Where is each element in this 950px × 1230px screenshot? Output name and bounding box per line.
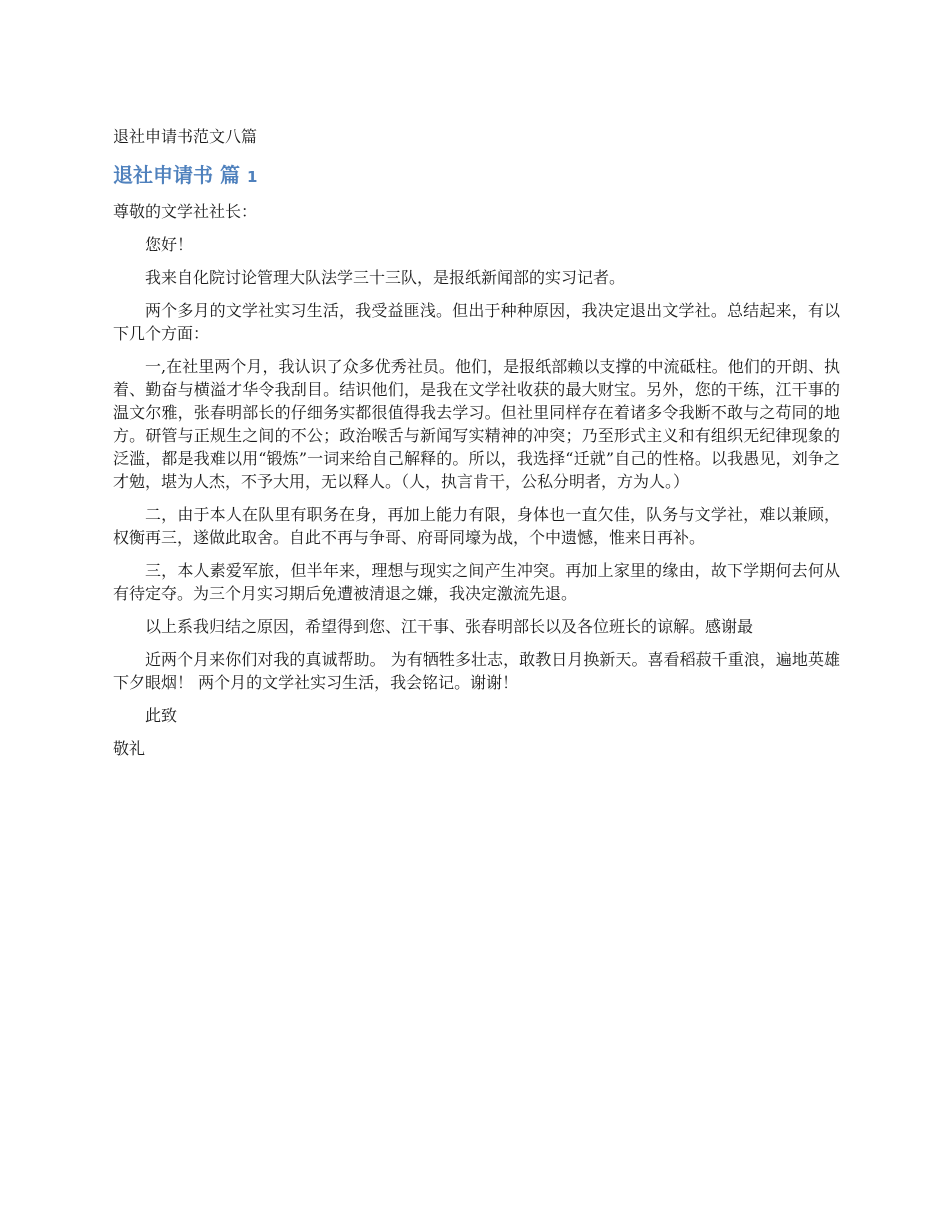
paragraph-thanks: 近两个月来你们对我的真诚帮助。 为有牺牲多壮志，敢教日月换新天。喜看稻菽千重浪，遍地英雄下夕眼烟！ 两个月的文学社实习生活，我会铭记。谢谢！ — [113, 650, 840, 692]
document-page — [113, 120, 840, 770]
salutation: 尊敬的文学社社长： — [113, 202, 258, 221]
paragraph-greeting: 您好！ — [145, 235, 194, 254]
paragraph-reason-one: 一,在社里两个月，我认识了众多优秀社员。他们，是报纸部赖以支撑的中流砥柱。他们的开朗、执着、勤奋与横溢才华令我刮目。结识他们，是我在文学社收获的最大财宝。另外，您的干练，江干事的温文尔雅，张春明部长的仔细务实都很值得我去学习。但社里同样存在着诸多令我断不敢与之苟同的地方。研管与正规生之间的不公；政治喉舌与新闻写实精神的冲突；乃至形式主义和有组织无纪律现象的泛滥，都是我难以用“锻炼”一词来给自己解释的。所以，我选择“迁就”自己的性格。以我愚见，刘争之才勉，堪为人杰，不予大用，无以释人。（人，执言肯干，公私分明者，方为人。） — [113, 357, 840, 491]
paragraph-reason-three: 三，本人素爱军旅，但半年来，理想与现实之间产生冲突。再加上家里的缘由，故下学期何去何从有待定夺。为三个月实习期后免遭被清退之嫌，我决定激流先退。 — [113, 561, 840, 603]
section-heading — [113, 160, 840, 192]
document-title: 退社申请书范文八篇 — [113, 127, 258, 146]
closing: 敬礼 — [113, 739, 146, 758]
paragraph-summary: 两个多月的文学社实习生活，我受益匪浅。但出于种种原因，我决定退出文学社。总结起来，有以下几个方面： — [113, 301, 840, 343]
paragraph-regards: 此致 — [145, 706, 178, 725]
section-heading-number: 1 — [246, 168, 258, 186]
section-heading-text: 退社申请书 篇 — [113, 163, 240, 187]
paragraph-conclusion: 以上系我归结之原因，希望得到您、江干事、张春明部长以及各位班长的谅解。感谢最 — [145, 617, 754, 636]
paragraph-reason-two: 二，由于本人在队里有职务在身，再加上能力有限，身体也一直欠佳，队务与文学社，难以兼顾，权衡再三，遂做此取舍。自此不再与争哥、府哥同壕为战，个中遗憾，惟来日再补。 — [113, 505, 840, 547]
paragraph-intro: 我来自化院讨论管理大队法学三十三队，是报纸新闻部的实习记者。 — [145, 268, 626, 287]
